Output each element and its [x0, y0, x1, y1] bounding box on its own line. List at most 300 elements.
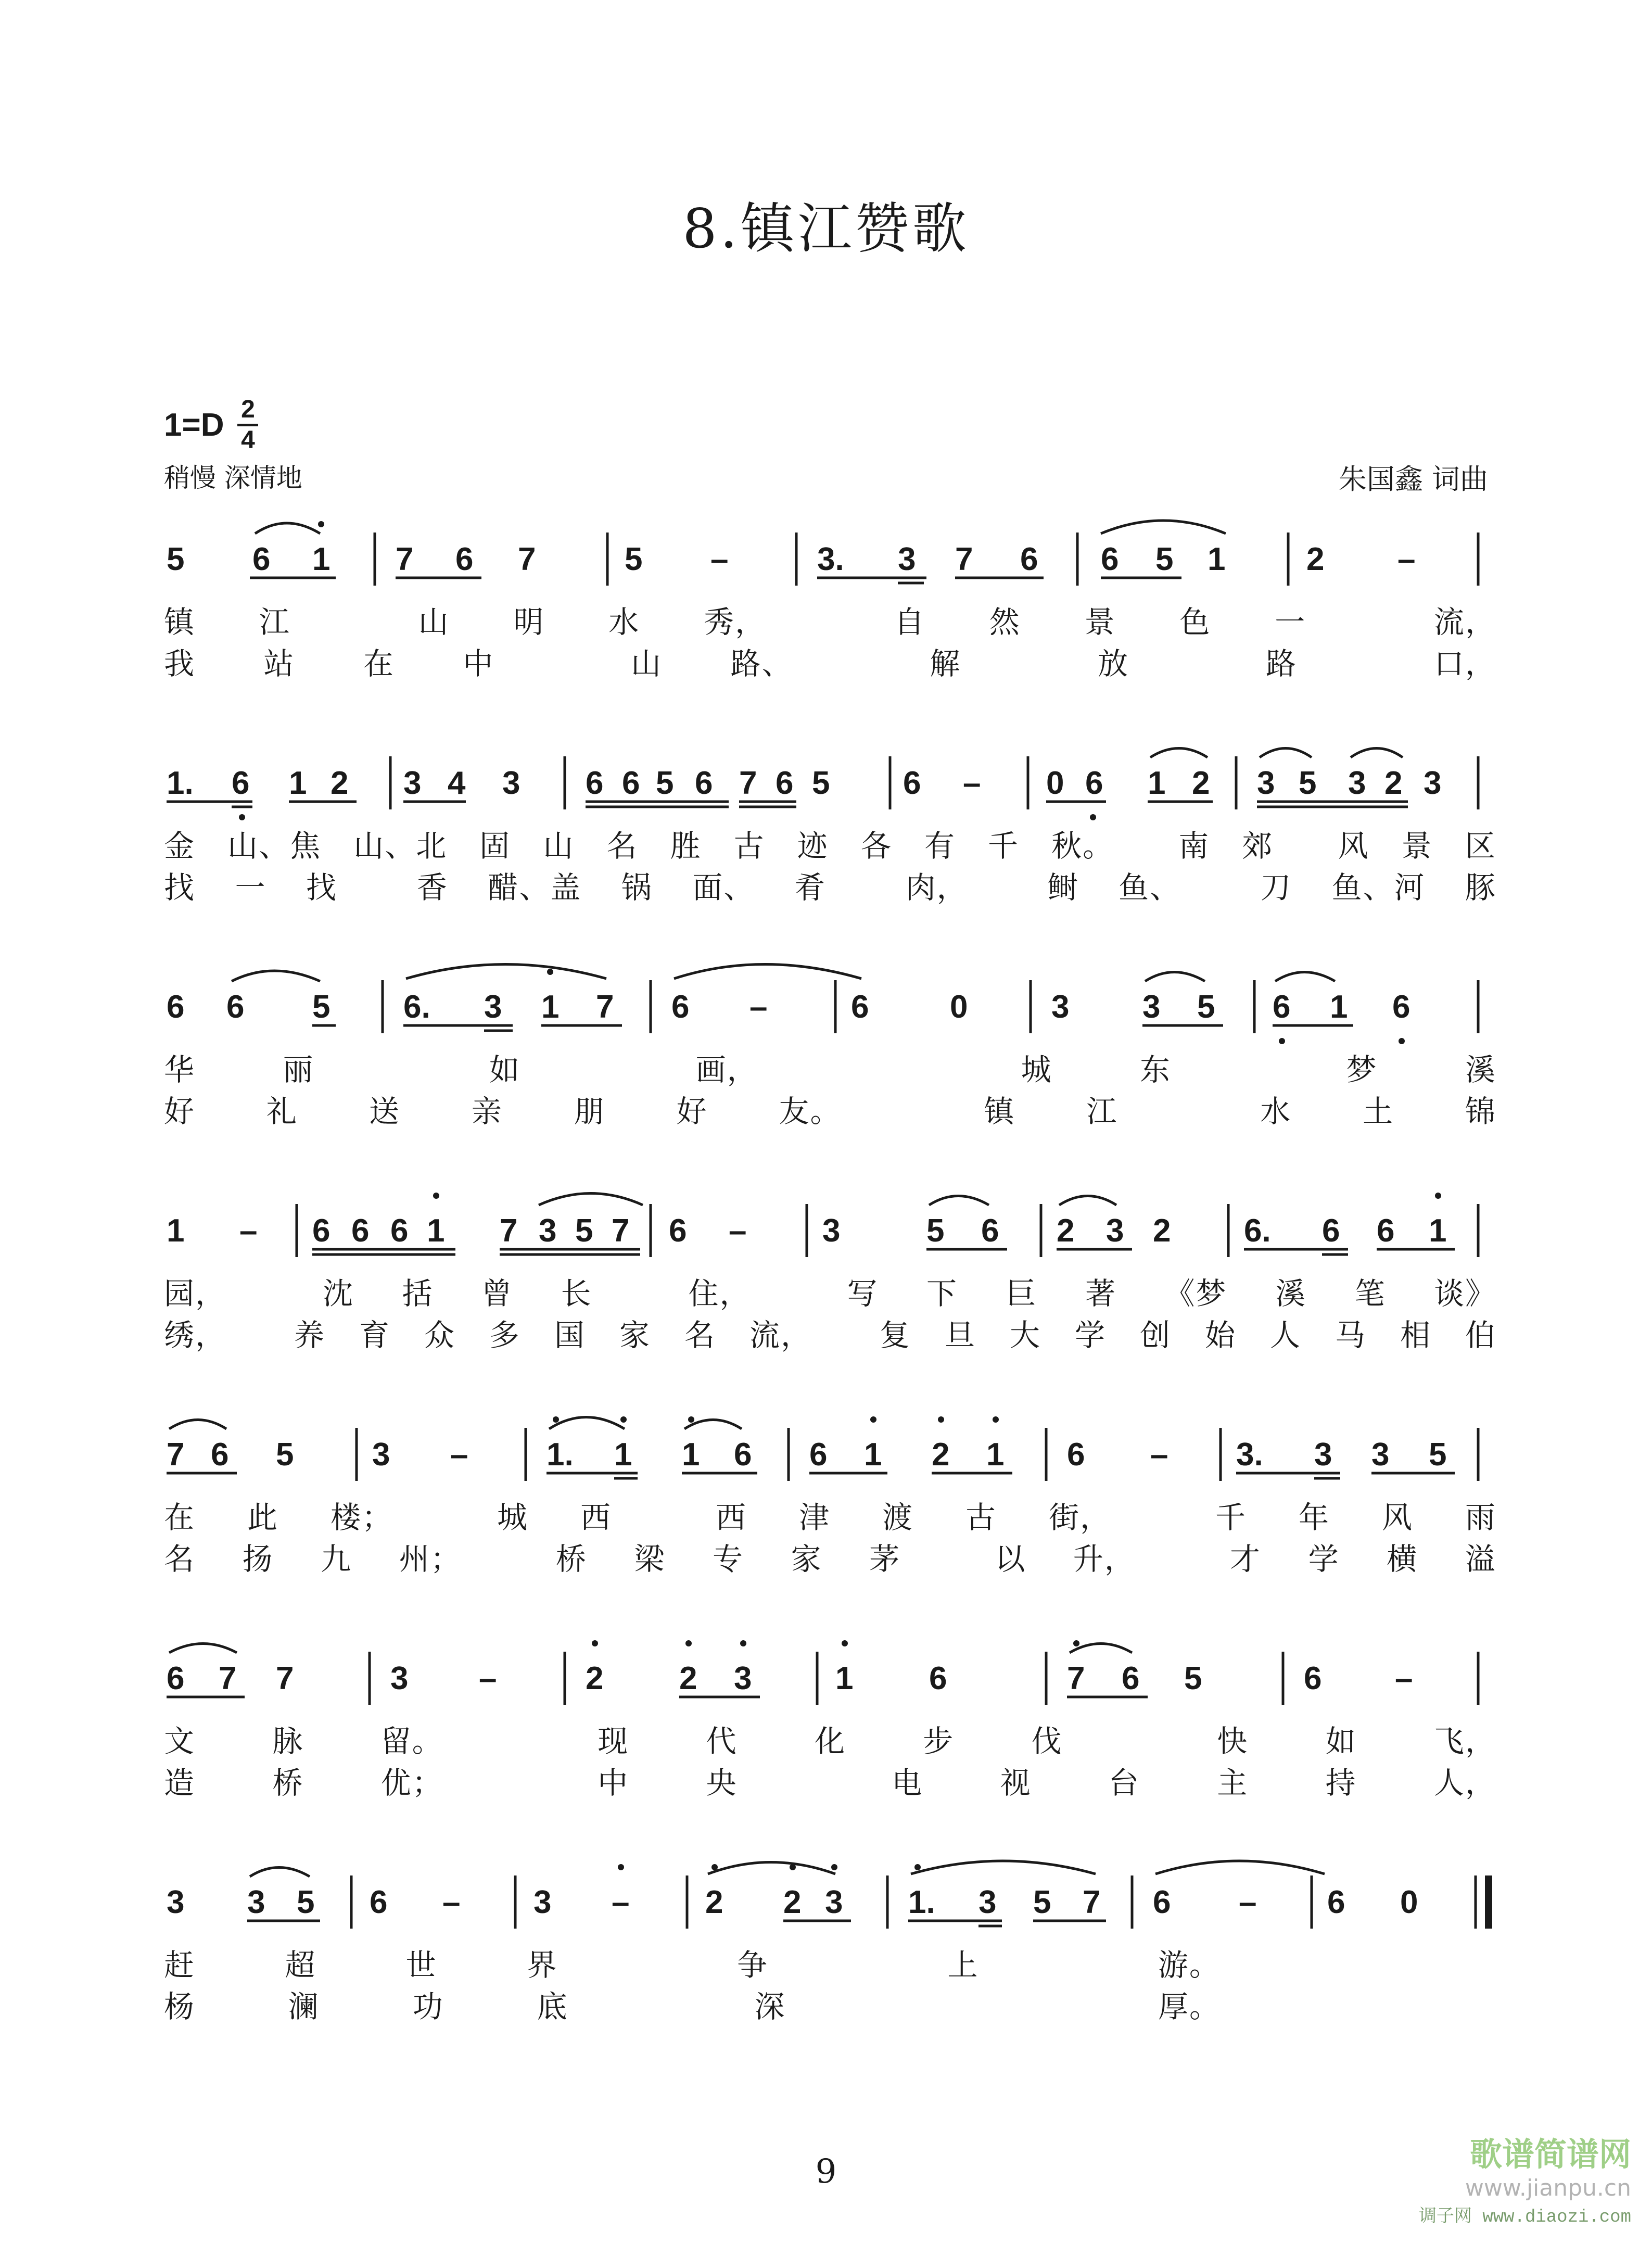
watermark-title: 歌谱简谱网: [1469, 2135, 1631, 2173]
note: 6: [1067, 1437, 1085, 1473]
note: 7: [739, 765, 757, 801]
note: –: [963, 765, 981, 801]
lyric-syllable: 镇: [984, 1094, 1015, 1129]
song-title: 8.镇江赞歌: [682, 197, 970, 260]
lyric-syllable: 界: [526, 1947, 558, 1983]
lyric-syllable: 住，: [688, 1276, 751, 1311]
note: 2: [705, 1884, 723, 1920]
lyric-syllable: 年: [1298, 1500, 1330, 1535]
lyric-syllable: 南: [1178, 828, 1210, 864]
lyric-syllable: 景: [1084, 604, 1116, 640]
lyric-syllable: 游。: [1158, 1947, 1221, 1983]
staff-system-1: [159, 513, 1499, 601]
lyric-syllable: 家: [619, 1317, 651, 1353]
lyric-syllable: 好: [676, 1094, 708, 1129]
lyric-syllable: 在: [164, 1500, 196, 1535]
lyric-syllable: 明: [513, 604, 545, 640]
note: 2: [1153, 1213, 1171, 1249]
lyric-syllable: 视: [1000, 1765, 1032, 1801]
note: 3.: [1236, 1437, 1263, 1473]
lyric-syllable: 创: [1139, 1317, 1171, 1353]
lyric-syllable: 深: [754, 1989, 786, 2024]
lyric-syllable: 镇: [164, 604, 196, 640]
lyric-syllable: 锦: [1465, 1094, 1496, 1129]
lyric-syllable: 名: [164, 1541, 196, 1577]
lyric-syllable: 江: [259, 604, 290, 640]
note: 1: [835, 1661, 854, 1696]
lyric-syllable: 桥: [272, 1765, 304, 1801]
note: 2: [1384, 765, 1403, 801]
lyric-syllable: 学: [1308, 1541, 1340, 1577]
note: 6: [586, 765, 604, 801]
lyric-syllable: 专: [713, 1541, 744, 1577]
note: 6: [226, 989, 245, 1025]
lyric-verse-2: [164, 643, 1496, 685]
note: –: [1397, 541, 1416, 577]
note: 5: [276, 1437, 294, 1473]
lyric-syllable: 千: [1215, 1500, 1247, 1535]
note: 5: [625, 541, 643, 577]
lyric-syllable: 水: [608, 604, 640, 640]
lyric-syllable: 扬: [242, 1541, 274, 1577]
note: 6: [1273, 989, 1291, 1025]
note: 6: [211, 1437, 229, 1473]
lyric-syllable: 胜: [670, 828, 702, 864]
lyric-syllable: 此: [247, 1500, 279, 1535]
lyric-verse-1: [164, 1049, 1496, 1091]
note: 5: [1299, 765, 1317, 801]
note: 7: [276, 1661, 294, 1696]
lyric-syllable: 文: [164, 1724, 196, 1759]
note: 6: [851, 989, 869, 1025]
note: 7: [955, 541, 973, 577]
note: 3: [403, 765, 422, 801]
note: 3: [822, 1213, 841, 1249]
note: 1: [682, 1437, 700, 1473]
lyric-syllable: 赶: [164, 1947, 196, 1983]
lyric-syllable: 西: [580, 1500, 612, 1535]
lyric-syllable: 在: [363, 646, 395, 681]
lyric-syllable: 迹: [797, 828, 829, 864]
lyric-syllable: 风: [1381, 1500, 1413, 1535]
note: 6: [167, 989, 185, 1025]
note: 1: [167, 1213, 185, 1249]
note: 6: [929, 1661, 947, 1696]
lyric-syllable: 古: [965, 1500, 997, 1535]
lyric-syllable: 郊: [1242, 828, 1274, 864]
note: 2: [679, 1661, 697, 1696]
lyric-syllable: 鲥: [1047, 870, 1079, 905]
time-signature-top: 2: [241, 396, 255, 423]
lyric-syllable: 古: [733, 828, 765, 864]
lyric-syllable: 绣，: [164, 1317, 227, 1353]
lyric-syllable: 站: [263, 646, 295, 681]
note: 7: [1083, 1884, 1101, 1920]
lyrics-block-5: [164, 1497, 1496, 1580]
lyric-syllable: 人，: [1433, 1765, 1496, 1801]
tempo-marking: 稍慢 深情地: [164, 463, 302, 493]
lyric-syllable: 才: [1230, 1541, 1262, 1577]
note: 5: [1155, 541, 1174, 577]
note: 3: [1106, 1213, 1124, 1249]
note: 6: [734, 1437, 752, 1473]
note: 3: [825, 1884, 843, 1920]
note: 7: [167, 1437, 185, 1473]
lyric-syllable: 楼；: [331, 1500, 393, 1535]
note: 6.: [403, 989, 430, 1025]
lyric-syllable: 亲: [471, 1094, 503, 1129]
lyric-syllable: 山、北: [353, 828, 448, 864]
lyric-syllable: 超: [285, 1947, 316, 1983]
lyric-syllable: 国: [554, 1317, 586, 1353]
note: 1: [614, 1437, 632, 1473]
note: –: [710, 541, 729, 577]
watermark: [1419, 2128, 1631, 2227]
lyric-syllable: 面、: [692, 870, 755, 905]
lyric-verse-2: [164, 1091, 1496, 1132]
note: 3.: [817, 541, 844, 577]
lyric-syllable: 找: [164, 870, 196, 905]
note: 6: [370, 1884, 388, 1920]
note: –: [1150, 1437, 1168, 1473]
note: 6: [232, 765, 250, 801]
lyric-syllable: 步: [923, 1724, 955, 1759]
lyric-syllable: 香: [416, 870, 448, 905]
lyric-syllable: 快: [1217, 1724, 1249, 1759]
lyric-syllable: 溢: [1465, 1541, 1496, 1577]
lyric-syllable: 固: [479, 828, 511, 864]
note: 3: [247, 1884, 265, 1920]
lyric-syllable: 肉，: [905, 870, 968, 905]
lyric-syllable: 马: [1335, 1317, 1366, 1353]
lyric-syllable: 杨: [164, 1989, 196, 2024]
staff-system-4: [159, 1184, 1499, 1273]
note: 5: [656, 765, 674, 801]
note: 5: [312, 989, 331, 1025]
lyric-syllable: 城: [1021, 1052, 1052, 1087]
lyric-syllable: 山: [543, 828, 575, 864]
note: 3: [734, 1661, 752, 1696]
note: 1: [986, 1437, 1005, 1473]
lyric-syllable: 江: [1086, 1094, 1118, 1129]
lyric-verse-1: [164, 1273, 1496, 1314]
lyric-syllable: 金: [164, 828, 196, 864]
lyric-syllable: 《梦: [1164, 1276, 1227, 1311]
note: 5: [926, 1213, 945, 1249]
lyric-syllable: 山、焦: [227, 828, 322, 864]
lyric-syllable: 丽: [283, 1052, 314, 1087]
note: 6: [1153, 1884, 1171, 1920]
note: 3: [390, 1661, 409, 1696]
note: 6: [167, 1661, 185, 1696]
lyric-syllable: 朋: [574, 1094, 605, 1129]
note: 6: [695, 765, 713, 801]
note: 6: [252, 541, 271, 577]
notation-svg-7: [159, 1856, 1499, 1944]
lyric-syllable: 现: [598, 1724, 629, 1759]
lyric-syllable: 一: [235, 870, 266, 905]
note: –: [442, 1884, 461, 1920]
note: 1: [1208, 541, 1226, 577]
lyric-syllable: 九: [321, 1541, 352, 1577]
lyric-syllable: 街，: [1048, 1500, 1111, 1535]
lyric-verse-1: [164, 1497, 1496, 1538]
note: 6: [351, 1213, 370, 1249]
lyric-syllable: 好: [164, 1094, 196, 1129]
lyric-syllable: 名: [684, 1317, 716, 1353]
lyric-syllable: 沈: [322, 1276, 354, 1311]
watermark-url: www.jianpu.cn: [1465, 2175, 1631, 2201]
note: 5: [1033, 1884, 1051, 1920]
note: 2: [1057, 1213, 1075, 1249]
lyrics-block-1: [164, 601, 1496, 685]
note: 5: [1197, 989, 1215, 1025]
note: 7: [219, 1661, 237, 1696]
lyric-syllable: 中: [463, 646, 494, 681]
lyric-syllable: 电: [892, 1765, 923, 1801]
lyric-syllable: 然: [989, 604, 1021, 640]
lyric-syllable: 厚。: [1158, 1989, 1221, 2024]
lyric-verse-1: [164, 1720, 1496, 1762]
lyric-syllable: 台: [1108, 1765, 1140, 1801]
lyric-syllable: 有: [924, 828, 956, 864]
lyric-syllable: 豚: [1465, 870, 1496, 905]
note: 3: [1257, 765, 1275, 801]
note: 7: [396, 541, 414, 577]
lyric-syllable: 中: [598, 1765, 629, 1801]
note: 5: [1429, 1437, 1447, 1473]
note: 6: [1322, 1213, 1340, 1249]
lyric-syllable: 脉: [272, 1724, 304, 1759]
lyric-syllable: 城: [497, 1500, 528, 1535]
notation-svg-6: [159, 1632, 1499, 1720]
lyric-syllable: 上: [947, 1947, 979, 1983]
lyric-syllable: 世: [405, 1947, 437, 1983]
lyric-syllable: 巨: [1006, 1276, 1037, 1311]
note: 5: [1184, 1661, 1202, 1696]
credit: 朱国鑫 词曲: [1338, 463, 1488, 496]
lyric-verse-1: [164, 601, 1496, 643]
lyric-syllable: 西: [715, 1500, 747, 1535]
note: 6: [455, 541, 474, 577]
staff-system-3: [159, 960, 1499, 1049]
note: 1.: [167, 765, 194, 801]
lyric-syllable: 礼: [266, 1094, 298, 1129]
lyric-syllable: 功: [412, 1989, 444, 2024]
lyric-syllable: 津: [798, 1500, 830, 1535]
lyric-syllable: 学: [1074, 1317, 1106, 1353]
lyric-syllable: 伐: [1031, 1724, 1063, 1759]
lyric-syllable: 造: [164, 1765, 196, 1801]
lyric-syllable: 流，: [1433, 604, 1496, 640]
note: 7: [596, 989, 614, 1025]
note: 3: [1314, 1437, 1332, 1473]
note: 3: [533, 1884, 552, 1920]
lyric-syllable: 旦: [944, 1317, 976, 1353]
lyric-syllable: 鱼、河: [1331, 870, 1426, 905]
lyric-syllable: 梦: [1346, 1052, 1378, 1087]
note: 2: [932, 1437, 950, 1473]
lyric-syllable: 以: [995, 1541, 1026, 1577]
lyric-syllable: 众: [424, 1317, 455, 1353]
note: 1: [427, 1213, 445, 1249]
lyric-syllable: 底: [537, 1989, 568, 2024]
lyric-verse-2: [164, 867, 1496, 908]
lyric-syllable: 飞，: [1433, 1724, 1496, 1759]
note: –: [450, 1437, 468, 1473]
lyric-verse-1: [164, 1944, 1221, 1986]
note: 6: [1327, 1884, 1345, 1920]
note: 5: [167, 541, 185, 577]
lyric-syllable: 持: [1325, 1765, 1357, 1801]
note: 7: [500, 1213, 518, 1249]
lyric-syllable: 流，: [749, 1317, 812, 1353]
note: 3: [484, 989, 502, 1025]
time-signature-bottom: 4: [241, 426, 255, 454]
lyric-syllable: 东: [1139, 1052, 1171, 1087]
lyric-syllable: 谈》: [1433, 1276, 1496, 1311]
lyric-syllable: 化: [814, 1724, 846, 1759]
lyric-syllable: 一: [1275, 604, 1306, 640]
lyric-syllable: 溪: [1275, 1276, 1306, 1311]
note: –: [729, 1213, 747, 1249]
note: 2: [1192, 765, 1210, 801]
lyric-syllable: 优；: [380, 1765, 443, 1801]
notation-svg-3: [159, 960, 1499, 1049]
note: 6: [312, 1213, 331, 1249]
lyric-syllable: 育: [359, 1317, 390, 1353]
lyric-syllable: 括: [402, 1276, 434, 1311]
note: 6: [1085, 765, 1103, 801]
lyric-syllable: 鱼、: [1119, 870, 1181, 905]
lyric-syllable: 山: [418, 604, 450, 640]
lyric-syllable: 茅: [869, 1541, 901, 1577]
note: 6: [1122, 1661, 1140, 1696]
lyric-syllable: 景: [1401, 828, 1433, 864]
lyric-syllable: 升，: [1073, 1541, 1136, 1577]
note: 6: [809, 1437, 828, 1473]
lyric-syllable: 园，: [164, 1276, 227, 1311]
lyric-syllable: 横: [1387, 1541, 1418, 1577]
note: 3: [1142, 989, 1161, 1025]
note: 0: [1400, 1884, 1418, 1920]
lyric-syllable: 山: [631, 646, 663, 681]
lyric-syllable: 色: [1179, 604, 1211, 640]
note: 1.: [908, 1884, 935, 1920]
lyric-syllable: 渡: [882, 1500, 913, 1535]
note: –: [479, 1661, 497, 1696]
lyric-syllable: 千: [988, 828, 1020, 864]
note: –: [749, 989, 768, 1025]
lyric-syllable: 土: [1363, 1094, 1394, 1129]
lyric-syllable: 路: [1266, 646, 1298, 681]
note: 1.: [547, 1437, 574, 1473]
note: –: [239, 1213, 258, 1249]
lyric-syllable: 肴: [794, 870, 826, 905]
lyric-syllable: 下: [926, 1276, 958, 1311]
note: 3: [372, 1437, 390, 1473]
lyrics-block-4: [164, 1273, 1496, 1356]
note: 3: [1371, 1437, 1390, 1473]
note: 5: [297, 1884, 315, 1920]
lyrics-block-6: [164, 1720, 1496, 1804]
lyric-syllable: 名: [606, 828, 638, 864]
lyric-syllable: 放: [1098, 646, 1129, 681]
note: 6: [1377, 1213, 1395, 1249]
note: 1: [1330, 989, 1348, 1025]
lyric-syllable: 澜: [288, 1989, 320, 2024]
lyric-syllable: 路、: [730, 646, 793, 681]
lyric-syllable: 大: [1009, 1317, 1041, 1353]
note: 6: [1392, 989, 1410, 1025]
note: 5: [575, 1213, 593, 1249]
note: 1: [289, 765, 307, 801]
note: 3: [1051, 989, 1070, 1025]
lyric-verse-2: [164, 1314, 1496, 1356]
note: –: [612, 1884, 630, 1920]
lyric-verse-2: [164, 1538, 1496, 1580]
note: –: [1239, 1884, 1257, 1920]
watermark-site: 调子网 www.diaozi.com: [1418, 2208, 1631, 2227]
lyric-syllable: 代: [706, 1724, 738, 1759]
note: 1: [541, 989, 560, 1025]
lyric-syllable: 秀，: [704, 604, 767, 640]
note: 2: [1306, 541, 1325, 577]
lyric-syllable: 醋、盖: [488, 870, 582, 905]
note: 6: [1304, 1661, 1322, 1696]
lyric-syllable: 人: [1269, 1317, 1301, 1353]
note: 6: [669, 1213, 687, 1249]
lyric-syllable: 多: [489, 1317, 520, 1353]
lyric-syllable: 养: [294, 1317, 325, 1353]
lyric-syllable: 笔: [1354, 1276, 1386, 1311]
lyric-syllable: 溪: [1465, 1052, 1496, 1087]
notation-svg-2: [159, 737, 1499, 825]
lyric-syllable: 争: [737, 1947, 769, 1983]
note: 1: [1148, 765, 1166, 801]
note: –: [1395, 1661, 1413, 1696]
lyric-syllable: 口，: [1433, 646, 1496, 681]
lyrics-block-2: [164, 825, 1496, 908]
note: 6: [981, 1213, 999, 1249]
note: 7: [1067, 1661, 1085, 1696]
note: 0: [1046, 765, 1064, 801]
note: 2: [586, 1661, 604, 1696]
lyric-syllable: 央: [706, 1765, 738, 1801]
note: 3: [1348, 765, 1366, 801]
lyric-syllable: 解: [930, 646, 961, 681]
lyric-syllable: 各: [860, 828, 892, 864]
note: 5: [812, 765, 830, 801]
lyric-syllable: 找: [306, 870, 337, 905]
note: 6: [622, 765, 640, 801]
lyric-syllable: 家: [791, 1541, 822, 1577]
lyric-syllable: 桥: [555, 1541, 587, 1577]
note: 6: [1101, 541, 1119, 577]
time-signature: [237, 397, 258, 453]
lyric-syllable: 主: [1217, 1765, 1249, 1801]
note: 7: [518, 541, 536, 577]
lyric-syllable: 长: [561, 1276, 592, 1311]
lyric-syllable: 相: [1400, 1317, 1431, 1353]
note: 2: [331, 765, 349, 801]
staff-system-6: [159, 1632, 1499, 1720]
lyric-syllable: 水: [1260, 1094, 1292, 1129]
lyrics-block-7: [164, 1944, 1496, 2027]
lyric-syllable: 风: [1338, 828, 1369, 864]
note: 4: [448, 765, 466, 801]
notation-svg-5: [159, 1408, 1499, 1497]
